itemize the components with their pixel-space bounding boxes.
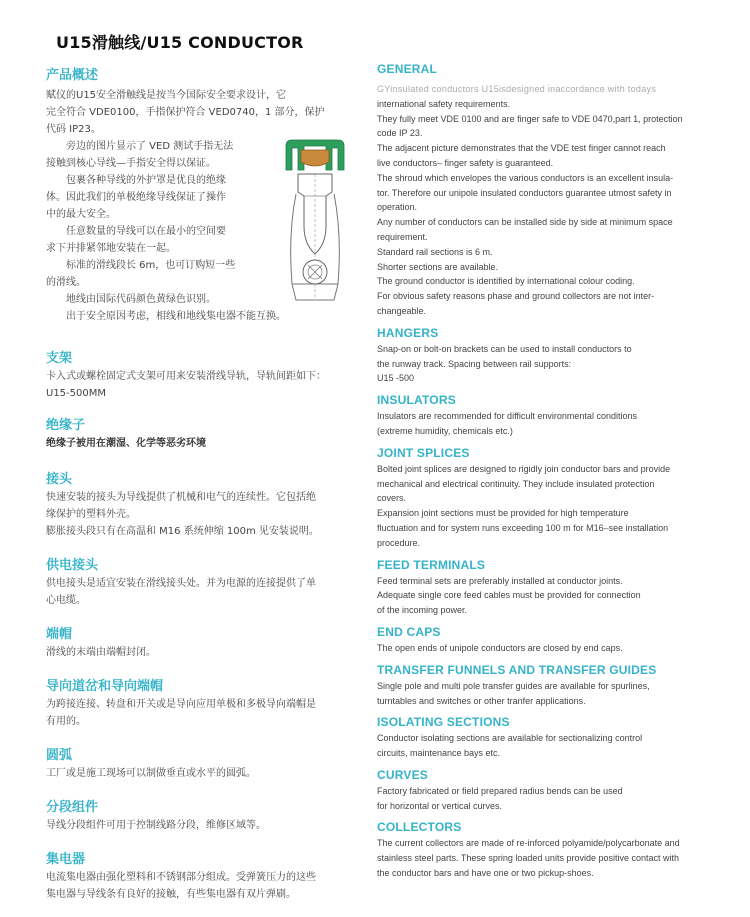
zh-section	[46, 347, 352, 402]
text-line: 卡入式或螺栓固定式支架可用来安装滑线导轨，导轨间距如下：	[46, 371, 326, 382]
section-heading: 绝缘子	[46, 418, 86, 433]
text-line: procedure.	[377, 537, 421, 548]
general-faded-line: GYinsulated conductors U15isdesigned inaccordance with todays	[377, 84, 657, 94]
section-heading: FEED TERMINALS	[377, 557, 486, 572]
text-line: 绝缘子被用在潮湿、化学等恶劣环境	[46, 438, 206, 449]
text-line: 完全符合 VDE0100，手指保护符合 VED0740，1 部分，保护	[46, 107, 325, 118]
text-line: Expansion joint sections must be provided for high temperature	[377, 508, 629, 519]
text-line: live conductors– finger safety is guaranteed.	[377, 157, 554, 168]
text-line: the conductor bars and have one or two pickup-shoes.	[377, 868, 594, 879]
section-heading: 导向道岔和导向端帽	[46, 679, 164, 694]
text-line: 地线由国际代码颜色黄绿色识别。	[66, 294, 216, 305]
text-line: 缘保护的塑料外壳。	[46, 509, 136, 520]
en-section	[377, 558, 705, 618]
overview-intro	[46, 87, 346, 138]
text-line: 接触到核心导线—手指安全得以保证。	[46, 158, 216, 169]
en-section	[377, 768, 705, 814]
text-line: circuits, maintenance bays etc.	[377, 748, 501, 759]
text-line: 电流集电器由强化塑料和不锈钢部分组成。受弹簧压力的这些	[46, 872, 316, 883]
text-line: 滑线的末端由端帽封闭。	[46, 647, 156, 658]
text-line: 集电器与导线条有良好的接触，有些集电器有双片弹刷。	[46, 889, 296, 900]
text-line: the runway track. Spacing between rail supports:	[377, 358, 572, 369]
zh-section	[46, 414, 352, 452]
english-column	[377, 62, 705, 881]
text-line: requirement.	[377, 231, 428, 242]
overview-body	[46, 138, 276, 291]
text-line: U15-500MM	[46, 388, 106, 399]
en-section	[377, 663, 705, 709]
general-body	[377, 97, 705, 319]
section-heading: COLLECTORS	[377, 820, 462, 835]
section-heading: 圆弧	[46, 748, 73, 763]
text-line: 膨胀接头段只有在高温和 M16 系统伸缩 100m 见安装说明。	[46, 526, 319, 537]
text-line: The ground conductor is identified by international colour coding.	[377, 276, 635, 287]
text-line: 体。因此我们的单极绝缘导线保证了操作	[46, 192, 226, 203]
chinese-sections	[46, 347, 352, 903]
text-line: 任意数量的导线可以在最小的空间要	[66, 226, 226, 237]
section-heading: INSULATORS	[377, 393, 456, 408]
text-line: 赋仪的U15安全滑触线是按当今国际安全要求设计，它	[46, 90, 287, 101]
en-section	[377, 820, 705, 880]
section-heading: TRANSFER FUNNELS AND TRANSFER GUIDES	[377, 662, 657, 677]
text-line: For obvious safety reasons phase and ground collectors are not inter-	[377, 291, 655, 302]
overview-section	[46, 64, 352, 325]
text-line: Any number of conductors can be installed side by side at minimum space	[377, 217, 673, 228]
text-line: U15 -500	[377, 373, 415, 384]
section-heading: JOINT SPLICES	[377, 445, 470, 460]
text-line: 的滑线。	[46, 277, 86, 288]
text-line: 有用的。	[46, 716, 86, 727]
text-line: 旁边的图片显示了 VED 测试手指无法	[66, 141, 234, 152]
text-line: 求下并排紧邻地安装在一起。	[46, 243, 176, 254]
zh-section	[46, 554, 352, 609]
text-line: fluctuation and for system runs exceeding 100 m for M16–see installation	[377, 522, 669, 533]
en-section	[377, 393, 705, 439]
text-line: Feed terminal sets are preferably installed at conductor joints.	[377, 575, 623, 586]
general-heading: GENERAL	[377, 62, 438, 76]
text-line: 出于安全原因考虑，相线和地线集电器不能互换。	[66, 311, 286, 322]
text-line: 导线分段组件可用于控制线路分段，维修区域等。	[46, 820, 266, 831]
text-line: 供电接头是适宜安装在滑线接头处。并为电源的连接提供了单	[46, 578, 316, 589]
text-line: The shroud which envelopes the various conductors is an excellent insula-	[377, 172, 674, 183]
text-line: of the incoming power.	[377, 605, 468, 616]
text-line: code IP 23.	[377, 128, 423, 139]
section-heading: ISOLATING SECTIONS	[377, 715, 510, 730]
en-section	[377, 625, 705, 656]
text-line: Single pole and multi pole transfer guides are available for spurlines,	[377, 680, 650, 691]
text-line: changeable.	[377, 305, 427, 316]
text-line: 包裹各种导线的外护罩是优良的绝缘	[66, 175, 226, 186]
text-line: Bolted joint splices are designed to rigidly join conductor bars and provide	[377, 463, 671, 474]
text-line: 代码 IP23。	[46, 124, 101, 135]
text-line: Conductor isolating sections are available for sectionalizing control	[377, 733, 643, 744]
text-line: The current collectors are made of re-inforced polyamide/polycarbonate and	[377, 838, 680, 849]
text-line: 标准的滑线段长 6m，也可订购短一些	[66, 260, 236, 271]
text-line: 中的最大安全。	[46, 209, 116, 220]
section-heading: 集电器	[46, 852, 86, 867]
text-line: turntables and switches or other tranfer applications.	[377, 695, 586, 706]
text-line: Factory fabricated or field prepared radius bends can be used	[377, 785, 623, 796]
text-line: operation.	[377, 202, 418, 213]
zh-section	[46, 744, 352, 782]
zh-section	[46, 468, 352, 540]
text-line: covers.	[377, 493, 407, 504]
text-line: international safety requirements.	[377, 98, 511, 109]
zh-section	[46, 848, 352, 903]
conductor-cross-section-figure	[274, 134, 356, 304]
text-line: Adequate single core feed cables must be provided for connection	[377, 590, 641, 601]
section-heading: HANGERS	[377, 325, 439, 340]
text-line: tor. Therefore our unipole insulated conductors guarantee utmost safety in	[377, 187, 672, 198]
zh-section	[46, 796, 352, 834]
section-heading: 端帽	[46, 627, 73, 642]
text-line: for horizontal or vertical curves.	[377, 800, 503, 811]
text-line: Standard rail sections is 6 m.	[377, 246, 493, 257]
text-line: The adjacent picture demonstrates that the VDE test finger cannot reach	[377, 143, 666, 154]
en-section	[377, 715, 705, 761]
section-heading: CURVES	[377, 767, 428, 782]
english-sections	[377, 326, 705, 881]
text-line: mechanical and electrical continuity. They include insulated protection	[377, 478, 655, 489]
section-heading: END CAPS	[377, 624, 441, 639]
section-heading: 支架	[46, 351, 73, 366]
text-line: They fully meet VDE 0100 and are finger safe to VDE 0470,part 1, protection	[377, 113, 683, 124]
text-line: Snap-on or bolt-on brackets can be used to install conductors to	[377, 343, 632, 354]
en-section	[377, 446, 705, 551]
page-title: U15滑触线/U15 CONDUCTOR	[56, 33, 304, 52]
section-heading: 供电接头	[46, 558, 99, 573]
overview-heading: 产品概述	[46, 68, 99, 83]
text-line: (extreme humidity, chemicals etc.)	[377, 425, 513, 436]
zh-section	[46, 675, 352, 730]
zh-section	[46, 623, 352, 661]
text-line: 为跨接连接、转盘和开关或是导向应用单极和多极导向端帽是	[46, 699, 316, 710]
text-line: 工厂或是施工现场可以制做垂直或水平的圆弧。	[46, 768, 256, 779]
text-line: The open ends of unipole conductors are closed by end caps.	[377, 642, 623, 653]
section-heading: 接头	[46, 472, 73, 487]
text-line: 快速安装的接头为导线提供了机械和电气的连续性。它包括绝	[46, 492, 316, 503]
text-line: Insulators are recommended for difficult environmental conditions	[377, 411, 637, 422]
text-line: 心电缆。	[46, 595, 86, 606]
text-line: stainless steel parts. These spring loaded units provide positive contact with	[377, 853, 679, 864]
chinese-column	[46, 64, 352, 903]
en-section	[377, 326, 705, 386]
section-heading: 分段组件	[46, 800, 99, 815]
text-line: Shorter sections are available.	[377, 261, 499, 272]
